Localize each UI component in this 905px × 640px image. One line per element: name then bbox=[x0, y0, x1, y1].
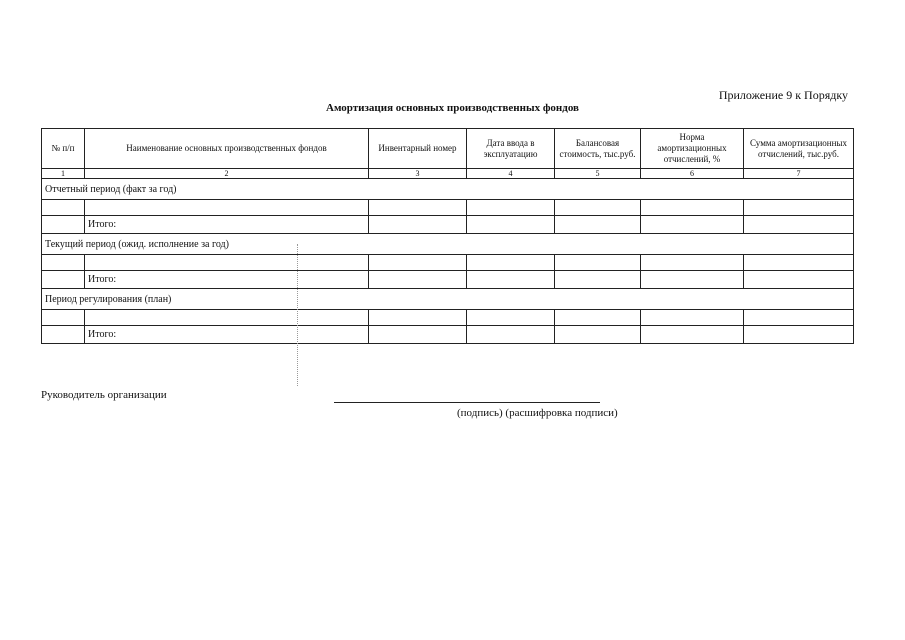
col-header-name: Наименование основных производственных фондов bbox=[85, 129, 369, 169]
section-label-reporting: Отчетный период (факт за год) bbox=[42, 179, 854, 200]
table-cell bbox=[42, 326, 85, 344]
table-cell bbox=[369, 216, 467, 234]
section-row bbox=[42, 234, 854, 255]
col-number: 2 bbox=[85, 169, 369, 179]
table-cell bbox=[42, 200, 85, 216]
col-header-amount: Сумма амортизационных отчислений, тыс.руб. bbox=[744, 129, 854, 169]
table-cell bbox=[555, 310, 641, 326]
table-cell bbox=[467, 216, 555, 234]
col-header-rate: Норма амортизационных отчислений, % bbox=[641, 129, 744, 169]
col-number: 5 bbox=[555, 169, 641, 179]
total-label: Итого: bbox=[85, 326, 369, 344]
table-cell bbox=[467, 255, 555, 271]
table-cell bbox=[641, 200, 744, 216]
appendix-label: Приложение 9 к Порядку bbox=[718, 88, 848, 102]
col-number: 4 bbox=[467, 169, 555, 179]
document-title: Амортизация основных производственных фондов bbox=[326, 102, 579, 114]
table-cell bbox=[641, 255, 744, 271]
signature-caption: (подпись) (расшифровка подписи) bbox=[457, 407, 618, 419]
table-row bbox=[42, 310, 854, 326]
signature-line bbox=[334, 402, 600, 403]
table-cell bbox=[744, 200, 854, 216]
table-cell bbox=[85, 255, 369, 271]
scan-artifact-line bbox=[297, 244, 298, 386]
col-number: 7 bbox=[744, 169, 854, 179]
table-cell bbox=[744, 216, 854, 234]
table-cell bbox=[555, 271, 641, 289]
section-row bbox=[42, 289, 854, 310]
section-label-regulation: Период регулирования (план) bbox=[42, 289, 854, 310]
total-row bbox=[42, 216, 854, 234]
table-cell bbox=[369, 271, 467, 289]
table-cell bbox=[641, 310, 744, 326]
table-cell bbox=[42, 216, 85, 234]
col-header-inventory: Инвентарный номер bbox=[369, 129, 467, 169]
col-header-balance: Балансовая стоимость, тыс.руб. bbox=[555, 129, 641, 169]
table-cell bbox=[369, 200, 467, 216]
table-cell bbox=[744, 255, 854, 271]
table-cell bbox=[369, 310, 467, 326]
table-cell bbox=[85, 310, 369, 326]
table-cell bbox=[85, 200, 369, 216]
col-number: 1 bbox=[42, 169, 85, 179]
table-cell bbox=[467, 271, 555, 289]
col-number: 6 bbox=[641, 169, 744, 179]
section-label-current: Текущий период (ожид. исполнение за год) bbox=[42, 234, 854, 255]
table-cell bbox=[641, 326, 744, 344]
table-cell bbox=[555, 200, 641, 216]
table-cell bbox=[467, 200, 555, 216]
depreciation-table bbox=[41, 128, 854, 344]
table-cell bbox=[555, 255, 641, 271]
table-cell bbox=[744, 326, 854, 344]
table-cell bbox=[369, 255, 467, 271]
total-label: Итого: bbox=[85, 216, 369, 234]
table-cell bbox=[42, 271, 85, 289]
column-number-row bbox=[42, 169, 854, 179]
table-cell bbox=[641, 216, 744, 234]
total-row bbox=[42, 326, 854, 344]
table-cell bbox=[369, 326, 467, 344]
signer-label: Руководитель организации bbox=[41, 389, 167, 401]
col-number: 3 bbox=[369, 169, 467, 179]
table-cell bbox=[42, 255, 85, 271]
table-row bbox=[42, 255, 854, 271]
col-header-date: Дата ввода в эксплуатацию bbox=[467, 129, 555, 169]
header-row bbox=[42, 129, 854, 169]
table-cell bbox=[42, 310, 85, 326]
col-header-number: № п/п bbox=[42, 129, 85, 169]
table-cell bbox=[555, 216, 641, 234]
total-label: Итого: bbox=[85, 271, 369, 289]
table-cell bbox=[641, 271, 744, 289]
table-row bbox=[42, 200, 854, 216]
section-row bbox=[42, 179, 854, 200]
table-cell bbox=[555, 326, 641, 344]
table-cell bbox=[467, 326, 555, 344]
table-cell bbox=[744, 271, 854, 289]
table-cell bbox=[744, 310, 854, 326]
total-row bbox=[42, 271, 854, 289]
table-cell bbox=[467, 310, 555, 326]
